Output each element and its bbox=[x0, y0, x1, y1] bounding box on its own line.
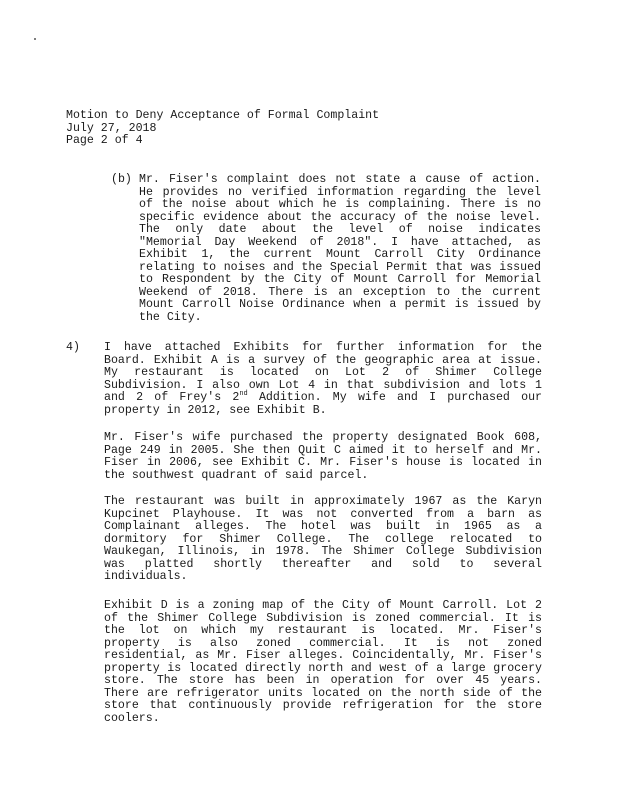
paragraph-restaurant-history: The restaurant was built in approximately 1967 as the Karyn Kupcinet Playhouse. It was not converted from a barn as Complainant alleges. The hotel was built in 1965 as a dormitory for Shimer College. The college relocated to Waukegan, Illinois, in 1978. The Shimer College Subdivision was platted shortly thereafter and sold to several individuals. bbox=[104, 495, 542, 584]
item-b-paragraph: Mr. Fiser's complaint does not state a cause of action. He provides no verified information regarding the level of the noise about which he is complaining. There is no specific evidence about the accuracy of the noise level. The only date about the level of noise indicates "Memorial Day Weekend of 2018". I have attached, as Exhibit 1, the current Mount Carroll City Ordinance relating to noises and the Special Permit that was issued to Respondent by the City of Mount Carroll for Memorial Weekend of 2018. There is an exception to the current Mount Carroll Noise Ordinance when a permit is issued by the City. bbox=[139, 173, 541, 325]
item-b-label: (b) bbox=[111, 173, 132, 186]
item-4-paragraph bbox=[104, 342, 542, 417]
scan-speck bbox=[34, 38, 36, 40]
header-date: July 27, 2018 bbox=[66, 121, 157, 135]
header-title: Motion to Deny Acceptance of Formal Complaint bbox=[66, 109, 380, 122]
item-4-text-end: Addition. My wife and I purchased our property in 2012, see Exhibit B. bbox=[104, 391, 542, 417]
paragraph-fiser-property: Mr. Fiser's wife purchased the property designated Book 608, Page 249 in 2005. She then Quit C aimed it to herself and Mr. Fiser in 2006, see Exhibit C. Mr. Fiser's house is located in the southwest quadrant of said parcel. bbox=[104, 431, 542, 482]
document-header bbox=[66, 110, 379, 148]
ordinal-superscript: nd bbox=[239, 390, 248, 399]
item-4-text-start: I have attached Exhibits for further information for the Board. Exhibit A is a survey of the geographic area at issue. My restaurant is located on Lot 2 of Shimer College Subdivision. I also own Lot 4 in that subdivision and lots 1 and 2 of Frey's 2 bbox=[104, 341, 542, 405]
header-page-number: Page 2 of 4 bbox=[66, 134, 143, 147]
paragraph-zoning-map: Exhibit D is a zoning map of the City of Mount Carroll. Lot 2 of the Shimer College Subdivision is zoned commercial. It is the lot on which my restaurant is located. Mr. Fiser's property is also zoned commercial. It is not zoned residential, as Mr. Fiser alleges. Coincidentally, Mr. Fiser's property is located directly north and west of a large grocery store. The store has been in operation for over 45 years. There are refrigerator units located on the north side of the store that continuously provide refrigeration for the store coolers. bbox=[104, 599, 542, 725]
item-4-label: 4) bbox=[66, 341, 80, 354]
